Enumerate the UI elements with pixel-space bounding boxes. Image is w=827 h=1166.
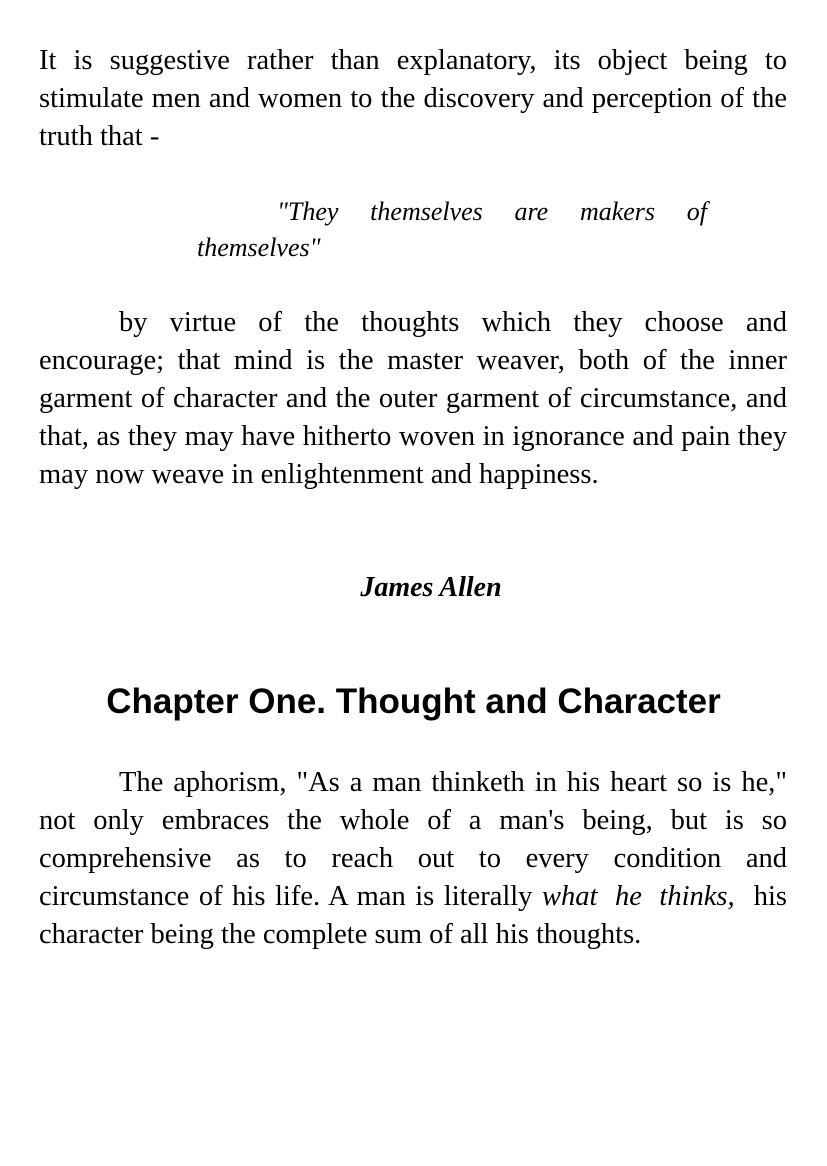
intro-continuation-paragraph: by virtue of the thoughts which they choose and encourage; that mind is the master weaver, both of the inner garment of character and the outer garment of circumstance, and that, as they may have hitherto woven in ignorance and pain they may now weave in enlightenment and happiness.	[39, 307, 787, 490]
emphasized-phrase: what he thinks,	[542, 881, 735, 912]
chapter-title: Chapter One. Thought and Character	[106, 682, 721, 721]
chapter-paragraph	[39, 764, 787, 954]
chapter-paragraph-text-end: his character being the complete sum of all his thoughts.	[39, 881, 788, 950]
intro-paragraph: It is suggestive rather than explanatory, its object being to stimulate men and women to the discovery and perception of the truth that -	[39, 45, 787, 152]
epigraph-quote: "They themselves are makers of themselves"	[197, 197, 707, 262]
chapter-paragraph-text-start: The aphorism, "As a man thinketh in his heart so is he," not only embraces the whole of a man's being, but is so comprehensive as to reach out to every condition and circumstance of his life. A man is literally	[39, 767, 787, 912]
author-signature: James Allen	[360, 572, 502, 603]
